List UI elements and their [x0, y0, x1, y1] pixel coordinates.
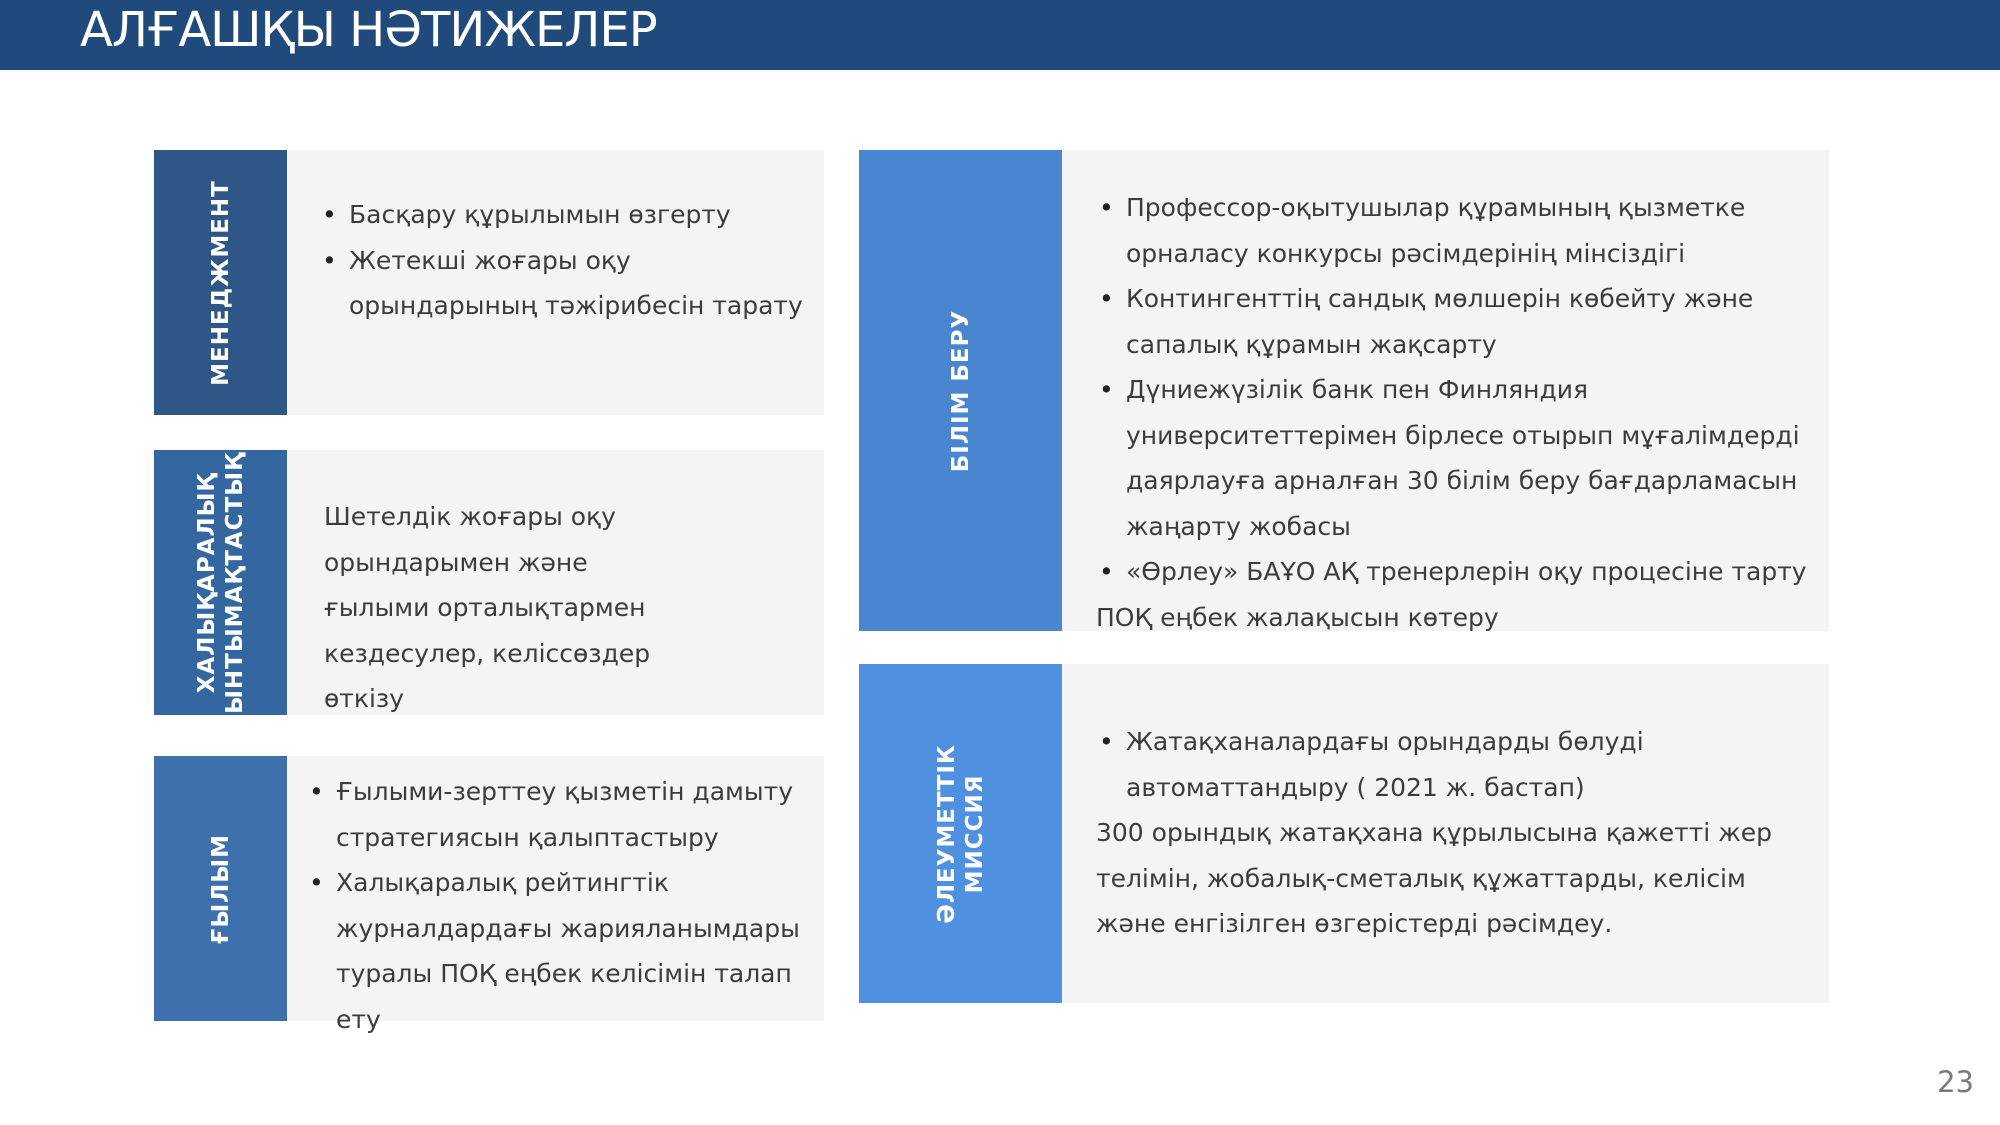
card-science-label: ҒЫЛЫМ — [207, 833, 234, 944]
page-number: 23 — [1937, 1065, 1974, 1099]
list-item: • Басқару құрылымын өзгерту — [349, 192, 804, 238]
slide-title: АЛҒАШҚЫ НӘТИЖЕЛЕР — [80, 2, 657, 58]
card-international-content — [287, 450, 824, 715]
card-social-text: 300 орындық жатақхана құрылысына қажетті жер телімін, жобалық-сметалық құжаттарды, келісім және енгізілген өзгерістерді рәсімдеу. — [1096, 818, 1772, 938]
card-international — [154, 450, 824, 715]
card-education-text: ПОҚ еңбек жалақысын көтеру — [1096, 602, 1499, 632]
card-social-label-box — [859, 664, 1062, 1003]
card-social-label: ӘЛЕУМЕТТІК МИССИЯ — [933, 743, 988, 924]
card-science-list — [306, 769, 808, 1042]
card-science-label-box — [154, 756, 287, 1021]
card-education-content — [1062, 150, 1829, 631]
card-social — [859, 664, 1829, 1003]
card-management — [154, 150, 824, 415]
list-item: • Жатақханалардағы орындарды бөлуді автоматтандыру ( 2021 ж. бастап) — [1126, 719, 1646, 810]
card-science-content — [287, 756, 824, 1034]
card-science — [154, 756, 824, 1034]
card-management-label: МЕНЕДЖМЕНТ — [207, 179, 234, 386]
card-education — [859, 150, 1829, 631]
list-item: • Халықаралық рейтингтік журналдардағы жарияланымдары туралы ПОҚ еңбек келісімін талап ету — [336, 860, 808, 1042]
card-education-list — [1096, 185, 1813, 595]
card-education-label: БІЛІМ БЕРУ — [947, 309, 974, 472]
card-management-label-box — [154, 150, 287, 415]
card-management-content — [287, 150, 824, 415]
list-item: • Профессор-оқытушылар құрамының қызметке орналасу конкурсы рәсімдерінің мінсіздігі — [1126, 185, 1813, 276]
list-item: • Ғылыми-зерттеу қызметін дамыту стратегиясын қалыптастыру — [336, 769, 808, 860]
list-item: • Жетекші жоғары оқу орындарының тәжірибесін тарату — [349, 238, 804, 329]
card-social-content — [1062, 664, 1829, 1003]
list-item: • Контингенттің сандық мөлшерін көбейту және сапалық құрамын жақсарту — [1126, 276, 1813, 367]
card-international-label: ХАЛЫҚАРАЛЫҚ ЫНТЫМАҚТАСТЫҚ — [193, 451, 248, 714]
card-international-label-box — [154, 450, 287, 715]
card-social-list — [1096, 719, 1809, 810]
card-management-list — [319, 192, 804, 329]
list-item: • Дүниежүзілік банк пен Финляндия университеттерімен бірлесе отырып мұғалімдерді даярлауға арналған 30 білім беру бағдарламасын жаңарту жобасы — [1126, 367, 1813, 549]
card-international-text: Шетелдік жоғары оқу орындарымен және ғылыми орталықтармен кездесулер, келіссөздер өткізу — [324, 502, 651, 713]
list-item: • «Өрлеу» БАҰО АҚ тренерлерін оқу процесіне тарту — [1126, 549, 1813, 595]
card-education-label-box — [859, 150, 1062, 631]
header-bar — [0, 0, 2000, 70]
